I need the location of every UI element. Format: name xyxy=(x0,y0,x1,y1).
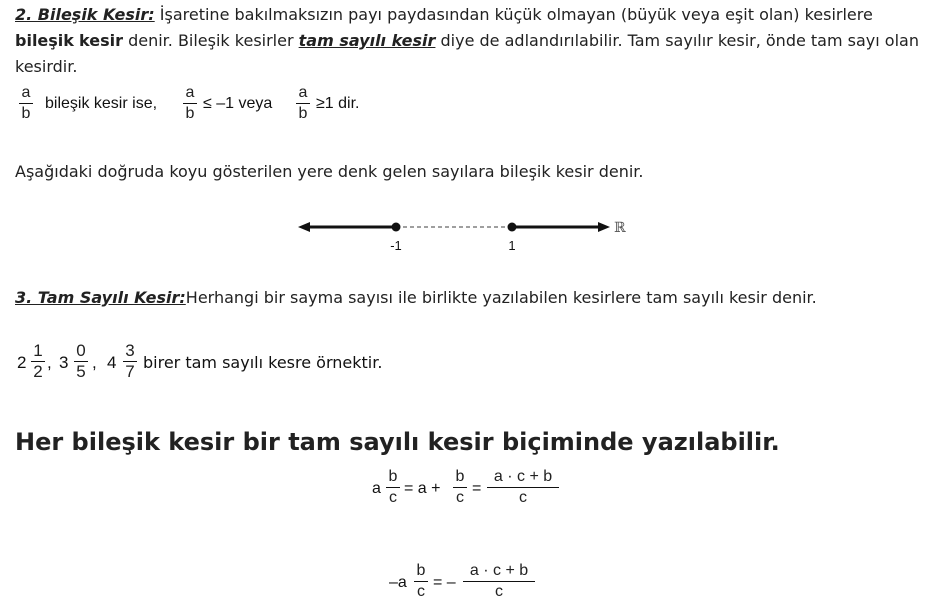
numerator: b xyxy=(388,468,398,485)
eq1-fraction-b-c-2 xyxy=(453,468,467,507)
fraction-bar xyxy=(19,103,33,104)
point-minus-one xyxy=(392,223,401,232)
whole-3: 3 xyxy=(59,353,69,372)
eq2-equals-minus: = – xyxy=(433,574,456,591)
numerator: a xyxy=(298,84,308,101)
eq2-fraction-ac-plus-b xyxy=(463,562,535,601)
denominator: b xyxy=(21,105,31,122)
label-minus-one: -1 xyxy=(390,238,402,253)
fraction-bar xyxy=(183,103,197,104)
eq2-minus-a: –a xyxy=(389,574,407,591)
numerator: 3 xyxy=(125,341,135,360)
whole-4: 4 xyxy=(107,353,117,372)
numerator: a xyxy=(185,84,195,101)
examples-text: birer tam sayılı kesre örnektir. xyxy=(143,353,383,372)
right-arrow-icon xyxy=(598,222,610,232)
denominator: 2 xyxy=(33,362,43,381)
fraction-1-2 xyxy=(31,342,45,381)
label-one: 1 xyxy=(508,238,516,253)
section2-text3: diye de adlandırılabilir. Tam sayılır kesir, önde tam sayı olan kesirdir. xyxy=(15,31,919,76)
formula-leq-text: ≤ –1 veya xyxy=(203,95,273,112)
fraction-0-5 xyxy=(74,342,88,381)
denominator: 5 xyxy=(76,362,86,381)
eq1-a: a xyxy=(372,480,381,497)
fraction-bar xyxy=(414,581,428,582)
section2-bold1: bileşik xyxy=(15,31,74,50)
denominator: c xyxy=(495,583,503,600)
numerator: b xyxy=(416,562,426,579)
section2-paragraph xyxy=(15,2,920,80)
denominator: c xyxy=(389,489,397,506)
whole-2: 2 xyxy=(17,353,27,372)
big-statement-heading: Her bileşik kesir bir tam sayılı kesir biçiminde yazılabilir. xyxy=(15,428,780,456)
denominator: 7 xyxy=(125,362,135,381)
section3-text: Herhangi bir sayma sayısı ile birlikte yazılabilen kesirlere tam sayılı kesir denir. xyxy=(185,288,817,307)
numerator: a · c + b xyxy=(493,468,553,485)
denominator: b xyxy=(298,105,308,122)
section2-text1: İşaretine bakılmaksızın payı paydasından küçük olmayan (büyük veya eşit olan) kesirlere xyxy=(154,5,873,24)
eq1-equals: = xyxy=(472,480,482,497)
numerator: 1 xyxy=(33,341,43,360)
fraction-bar xyxy=(453,487,467,488)
fraction-bar xyxy=(487,487,559,488)
number-line-description: Aşağıdaki doğruda koyu gösterilen yere denk gelen sayılara bileşik kesir denir. xyxy=(15,162,644,181)
denominator: b xyxy=(185,105,195,122)
denominator: c xyxy=(417,583,425,600)
numerator: a xyxy=(21,84,31,101)
section3-heading: 3. Tam Sayılı Kesir: xyxy=(15,288,186,307)
denominator: c xyxy=(456,489,464,506)
eq2-fraction-b-c xyxy=(414,562,428,601)
real-numbers-label: ℝ xyxy=(614,220,626,236)
fraction-3-7 xyxy=(123,342,137,381)
denominator: c xyxy=(519,489,527,506)
eq1-equals-a-plus: = a + xyxy=(404,480,441,497)
section2-bold2: kesir xyxy=(79,31,123,50)
fraction-a-over-b xyxy=(19,84,33,123)
comma-2: , xyxy=(92,353,97,372)
tam-sayili-kesir-link[interactable]: tam sayılı kesir xyxy=(298,31,436,50)
fraction-a-over-b-3 xyxy=(296,84,310,123)
point-one xyxy=(508,223,517,232)
eq1-fraction-ac-plus-b xyxy=(487,468,559,507)
numerator: b xyxy=(455,468,465,485)
eq1-fraction-b-c xyxy=(386,468,400,507)
number-line xyxy=(290,212,640,256)
formula-geq-text: ≥1 dir. xyxy=(316,95,360,112)
section2-text2: denir. Bileşik kesirler xyxy=(122,31,299,50)
comma-1: , xyxy=(47,353,52,372)
formula-text-bilesik: bileşik kesir ise, xyxy=(45,95,158,112)
section2-heading: 2. Bileşik Kesir: xyxy=(15,5,155,24)
numerator: 0 xyxy=(76,341,86,360)
numerator: a · c + b xyxy=(469,562,529,579)
section3-paragraph xyxy=(15,285,817,311)
fraction-bar xyxy=(463,581,535,582)
fraction-a-over-b-2 xyxy=(183,84,197,123)
fraction-bar xyxy=(296,103,310,104)
fraction-bar xyxy=(386,487,400,488)
